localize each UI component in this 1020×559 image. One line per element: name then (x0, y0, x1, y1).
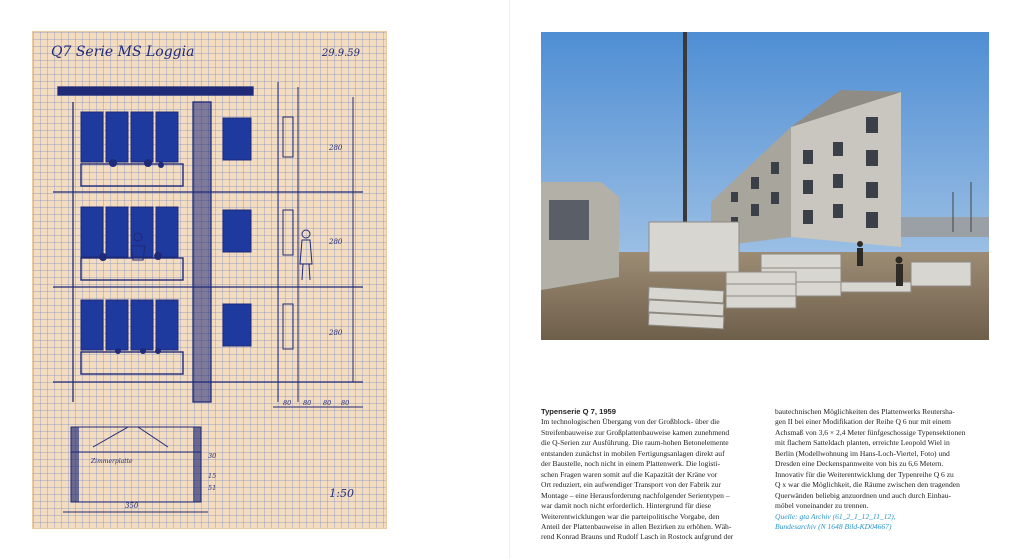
caption-line: Montage – eine Herausforderung nachfolgender Serientypen – (541, 490, 730, 500)
loggia-rail (81, 352, 183, 374)
dimension-label: 15 (208, 472, 217, 480)
caption-column-2 (775, 407, 987, 532)
caption-line: entstanden zunächst in mobilen Fertigungsanlagen direkt auf (541, 448, 725, 458)
page-gutter (509, 0, 511, 559)
window-pane (81, 112, 103, 162)
caption-column-1 (541, 407, 753, 543)
loggia-rail (81, 164, 183, 186)
window-pane (106, 300, 128, 350)
wall-column (193, 102, 211, 402)
caption-line: Dresden eine Deckenspannweite von bis zu 6,6 Metern. (775, 459, 944, 469)
dimension-label: 80 (303, 399, 312, 407)
window-pane (223, 210, 251, 252)
panel-stack (649, 222, 739, 272)
caption-line: Im technologischen Übergang von der Großblock- über die (541, 417, 720, 427)
construction-photo (541, 32, 989, 340)
window-pane (223, 304, 251, 346)
window-pane (131, 112, 153, 162)
window-pane (106, 112, 128, 162)
dimension-label: 51 (208, 484, 217, 492)
dimension-label: 280 (329, 329, 343, 337)
caption-line: die Q-Serien zur Ausführung. Die raum-hohen Betonelemente (541, 438, 729, 448)
caption-line: schen Fragen waren somit auf die Kapazität der Kräne vor (541, 469, 718, 479)
window-pane (106, 207, 128, 257)
caption-line: war damit noch nicht erforderlich. Hintergrund für diese (541, 501, 712, 511)
caption-line: Streifenbauweise zur Großplattenbauweise kamen zunehmend (541, 427, 730, 437)
caption-line: Querwänden beliebig anzuordnen und auch durch Einbau- (775, 490, 952, 500)
caption-text (541, 407, 989, 542)
caption-line: möbel voneinander zu trennen. (775, 501, 869, 511)
panel-stack (761, 254, 841, 268)
source-link[interactable]: Bundesarchiv (N 1648 Bild-KD04667) (775, 521, 892, 531)
caption-line: bautechnischen Möglichkeiten des Plattenwerks Reutersha- (775, 407, 955, 416)
caption-line: Achsmaß von 3,6 × 2,4 Meter fünfgeschossige Typensektionen (775, 427, 966, 437)
crane-mast (683, 32, 687, 227)
architectural-sketch (33, 32, 386, 528)
plan-note: Zimmerplatte (91, 458, 133, 465)
window-pane (223, 118, 251, 160)
window-pane (156, 300, 178, 350)
sketch-title: Q7 Serie MS Loggia (51, 44, 195, 60)
caption-line: Anteil der Plattenbauweise in allen Bezirken zu erhöhen. Wäh- (541, 521, 732, 531)
caption-line: gen II bei einer Modifikation der Reihe Q 6 nur mit einem (775, 417, 951, 427)
caption-line: Innovativ für die Weiterentwicklung der Typenreihe Q 6 zu (775, 469, 954, 479)
window-pane (131, 207, 153, 257)
caption-line: Weiterentwicklungen war die parteipolitische Vorgabe, den (541, 511, 720, 521)
dimension-label: 280 (329, 144, 343, 152)
window-pane (131, 300, 153, 350)
dimension-label: 280 (329, 238, 343, 246)
roof-band (58, 87, 253, 95)
caption-line: Berlin (Modellwohnung im Hans-Loch-Viertel, Foto) und (775, 448, 950, 458)
dimension-label: 80 (341, 399, 350, 407)
dimension-label: 80 (323, 399, 332, 407)
source-link[interactable]: Quelle: gta Archiv (61_2_1_12_11_12), (775, 511, 896, 521)
dimension-label: 30 (208, 452, 217, 460)
dimension-label: 80 (283, 399, 292, 407)
dimension-label: 350 (125, 502, 139, 510)
caption-heading: Typenserie Q 7, 1959 (541, 407, 616, 416)
caption-line: Ort reduziert, ein aufwendiger Transport von der Fabrik zur (541, 480, 722, 490)
photo-illustration (541, 32, 989, 340)
sketch-date: 29.9.59 (321, 48, 360, 59)
window-pane (156, 207, 178, 257)
caption-line: rend Konrad Brauns und Rudolf Lasch in Rostock aufgrund der (541, 532, 734, 542)
window-pane (81, 207, 103, 257)
loggia-rail (81, 258, 183, 280)
caption-line: der Baustelle, noch nicht in einem Plattenwerk. Die logisti- (541, 459, 720, 469)
caption-line: mit flachem Satteldach planten, erreichte Leopold Wiel in (775, 438, 950, 448)
sketch-scale: 1:50 (329, 487, 354, 500)
caption-line: Q x war die Möglichkeit, die Räume zwischen den tragenden (775, 480, 960, 490)
window-pane (81, 300, 103, 350)
window-pane (156, 112, 178, 162)
